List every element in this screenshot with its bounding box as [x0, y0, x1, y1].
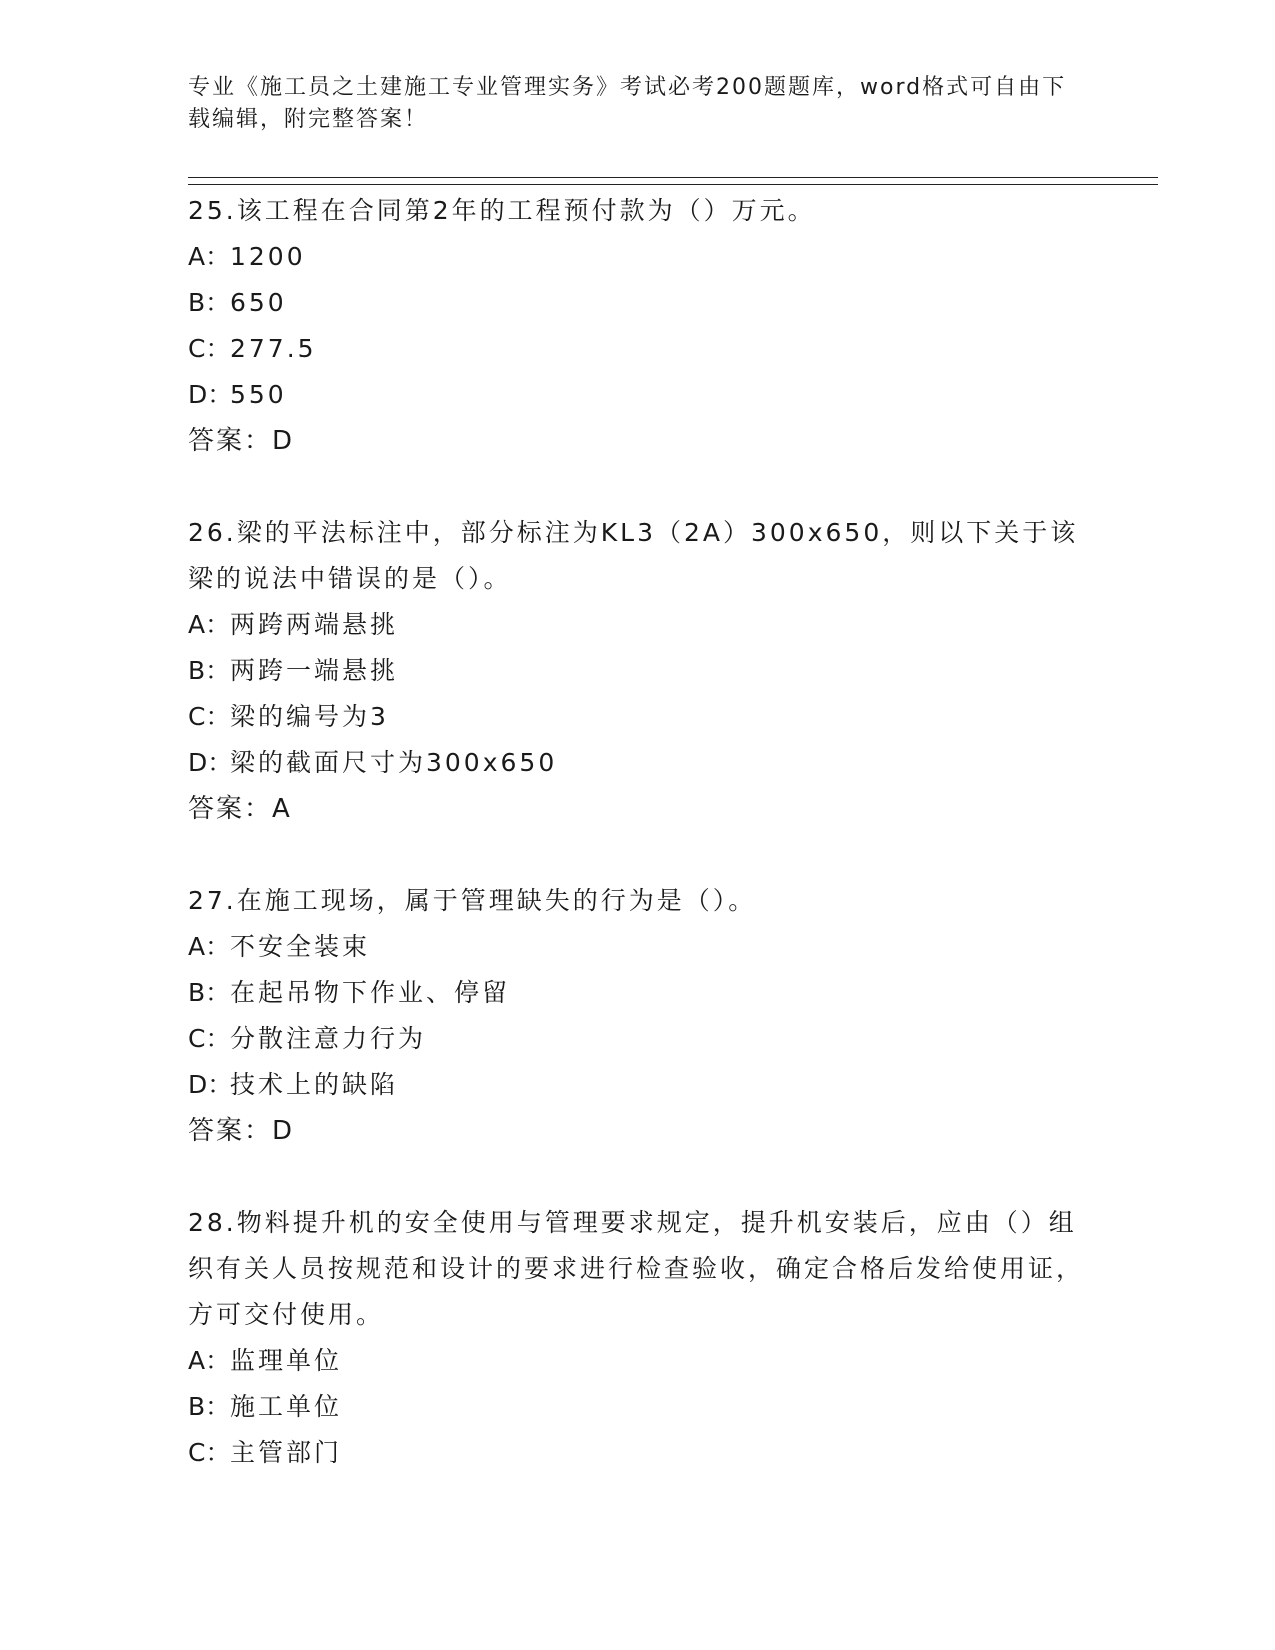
question-text: 28.物料提升机的安全使用与管理要求规定，提升机安装后，应由（）组织有关人员按规范和设计的要求进行检查验收，确定合格后发给使用证，方可交付使用。: [188, 1208, 1085, 1329]
option-label: B：: [188, 1392, 231, 1421]
answer-prefix: 答案：: [188, 426, 273, 456]
option-label: C：: [188, 702, 231, 731]
question-27: [188, 878, 1088, 1154]
option-label: A：: [188, 932, 231, 961]
option-c: [188, 326, 1088, 372]
option-text: 施工单位: [230, 1392, 343, 1421]
option-a: [188, 234, 1088, 280]
question-26: [188, 510, 1088, 832]
option-label: D：: [188, 748, 233, 777]
option-text: 650: [230, 288, 287, 317]
question-list: [188, 188, 1088, 1522]
option-label: D：: [188, 380, 233, 409]
option-text: 277.5: [230, 334, 317, 363]
header-double-rule: [188, 177, 1158, 185]
question-text: 27.在施工现场，属于管理缺失的行为是（）。: [188, 886, 757, 915]
option-c: [188, 694, 1088, 740]
answer-line: [188, 1108, 1088, 1154]
question-text: 25.该工程在合同第2年的工程预付款为（）万元。: [188, 196, 816, 225]
option-b: [188, 280, 1088, 326]
option-text: 两跨一端悬挑: [230, 656, 399, 685]
option-label: B：: [188, 288, 231, 317]
question-28: [188, 1200, 1088, 1476]
document-header: 专业《施工员之土建施工专业管理实务》考试必考200题题库，word格式可自由下载编辑，附完整答案！: [188, 75, 1067, 132]
option-label: B：: [188, 978, 231, 1007]
answer-value: D: [272, 426, 295, 456]
option-text: 不安全装束: [230, 932, 371, 961]
option-label: C：: [188, 1024, 231, 1053]
option-b: [188, 1384, 1088, 1430]
option-b: [188, 648, 1088, 694]
answer-line: [188, 786, 1088, 832]
question-25: [188, 188, 1088, 464]
option-label: C：: [188, 1438, 231, 1467]
option-d: [188, 740, 1088, 786]
option-text: 监理单位: [230, 1346, 343, 1375]
answer-prefix: 答案：: [188, 794, 273, 824]
question-text: 26.梁的平法标注中，部分标注为KL3（2A）300x650，则以下关于该梁的说法中错误的是（）。: [188, 518, 1079, 593]
option-text: 技术上的缺陷: [230, 1070, 399, 1099]
answer-line: [188, 418, 1088, 464]
option-c: [188, 1430, 1088, 1476]
option-c: [188, 1016, 1088, 1062]
option-text: 550: [230, 380, 287, 409]
option-label: B：: [188, 656, 231, 685]
option-label: D：: [188, 1070, 233, 1099]
option-a: [188, 1338, 1088, 1384]
option-label: A：: [188, 242, 231, 271]
option-a: [188, 924, 1088, 970]
option-d: [188, 1062, 1088, 1108]
option-text: 在起吊物下作业、停留: [230, 978, 511, 1007]
option-label: C：: [188, 334, 231, 363]
option-text: 两跨两端悬挑: [230, 610, 399, 639]
option-d: [188, 372, 1088, 418]
option-b: [188, 970, 1088, 1016]
option-text: 分散注意力行为: [230, 1024, 427, 1053]
answer-value: D: [272, 1116, 295, 1146]
answer-prefix: 答案：: [188, 1116, 273, 1146]
option-text: 梁的截面尺寸为300x650: [230, 748, 558, 777]
answer-value: A: [272, 794, 292, 824]
option-text: 梁的编号为3: [230, 702, 389, 731]
option-a: [188, 602, 1088, 648]
option-label: A：: [188, 1346, 231, 1375]
option-label: A：: [188, 610, 231, 639]
option-text: 1200: [230, 242, 306, 271]
option-text: 主管部门: [230, 1438, 343, 1467]
